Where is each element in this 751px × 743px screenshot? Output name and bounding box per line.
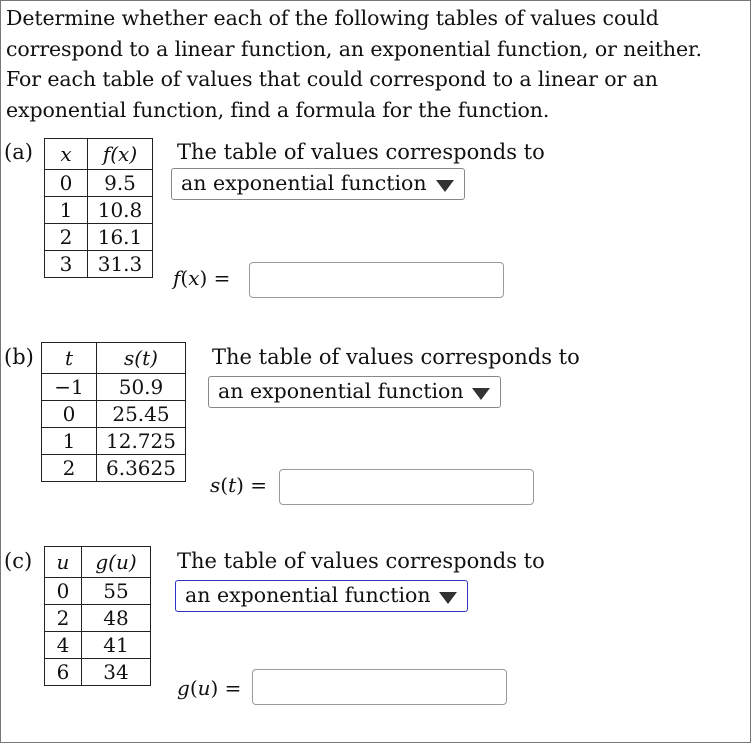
table-cell: 6 [45, 659, 82, 686]
select-value: an exponential function [218, 379, 464, 403]
caret-down-icon [436, 180, 454, 192]
formula-answer-input[interactable] [279, 469, 534, 505]
formula-var: u [197, 676, 211, 700]
caret-down-icon [439, 592, 457, 604]
table-cell: 12.725 [97, 428, 186, 455]
table-row [42, 455, 186, 482]
table-cell: 2 [45, 605, 82, 632]
table-row [45, 251, 153, 278]
instructions [6, 3, 741, 125]
table-cell: 4 [45, 632, 82, 659]
function-type-select[interactable] [171, 168, 465, 200]
formula-answer-input[interactable] [249, 262, 504, 298]
function-type-select[interactable] [208, 376, 501, 408]
formula-paren: ( [220, 473, 229, 497]
instructions-line: For each table of values that could correspond to a linear or an [6, 67, 658, 91]
table-cell: 3 [45, 251, 88, 278]
instructions-line: exponential function, find a formula for the function. [6, 97, 550, 122]
table-cell: 48 [82, 605, 151, 632]
table-cell: 41 [82, 632, 151, 659]
formula-func: s [210, 473, 221, 497]
formula-var: t [228, 473, 237, 497]
table-row [42, 428, 186, 455]
formula-label [173, 266, 230, 290]
table-cell: −1 [42, 374, 97, 401]
formula-equals: ) = [236, 473, 268, 497]
select-value: an exponential function [181, 171, 427, 195]
formula-var: x [188, 266, 200, 290]
table-row [45, 659, 151, 686]
instructions-line: Determine whether each of the following tables of values could [6, 6, 659, 30]
values-table [44, 138, 153, 278]
table-cell: 0 [42, 401, 97, 428]
table-cell: 0 [45, 170, 88, 197]
formula-equals: ) = [199, 266, 231, 290]
values-table [44, 546, 151, 686]
table-row [45, 197, 153, 224]
function-type-prompt: The table of values corresponds to [177, 140, 545, 164]
formula-label [210, 473, 267, 497]
part-label: (c) [4, 549, 33, 573]
table-row [45, 170, 153, 197]
formula-paren: ( [180, 266, 189, 290]
table-header-var: u [45, 547, 82, 578]
table-header-func: f(x) [88, 139, 153, 170]
table-row [45, 224, 153, 251]
table-header-func: g(u) [82, 547, 151, 578]
caret-down-icon [472, 388, 490, 400]
function-type-prompt: The table of values corresponds to [177, 549, 545, 573]
table-cell: 10.8 [88, 197, 153, 224]
table-row [45, 632, 151, 659]
table-header-func: s(t) [97, 343, 186, 374]
values-table [41, 342, 186, 482]
formula-equals: ) = [210, 676, 242, 700]
table-cell: 25.45 [97, 401, 186, 428]
select-value: an exponential function [185, 583, 431, 607]
part-label: (a) [4, 140, 33, 164]
function-type-select[interactable] [175, 580, 468, 612]
part-label: (b) [4, 345, 34, 369]
table-cell: 55 [82, 578, 151, 605]
function-type-prompt: The table of values corresponds to [212, 345, 580, 369]
instructions-line: correspond to a linear function, an exponential function, or neither. [6, 36, 702, 61]
table-row [45, 578, 151, 605]
formula-label [177, 676, 241, 700]
table-cell: 9.5 [88, 170, 153, 197]
table-row [45, 605, 151, 632]
table-cell: 1 [45, 197, 88, 224]
formula-func: f [173, 266, 181, 290]
formula-func: g [177, 676, 190, 700]
table-cell: 0 [45, 578, 82, 605]
table-header-var: x [45, 139, 88, 170]
formula-answer-input[interactable] [252, 669, 507, 705]
table-cell: 2 [45, 224, 88, 251]
table-cell: 16.1 [88, 224, 153, 251]
table-cell: 34 [82, 659, 151, 686]
table-cell: 6.3625 [97, 455, 186, 482]
table-cell: 1 [42, 428, 97, 455]
table-cell: 50.9 [97, 374, 186, 401]
formula-paren: ( [189, 676, 198, 700]
table-header-var: t [42, 343, 97, 374]
table-row [42, 374, 186, 401]
table-row [42, 401, 186, 428]
table-cell: 2 [42, 455, 97, 482]
table-cell: 31.3 [88, 251, 153, 278]
